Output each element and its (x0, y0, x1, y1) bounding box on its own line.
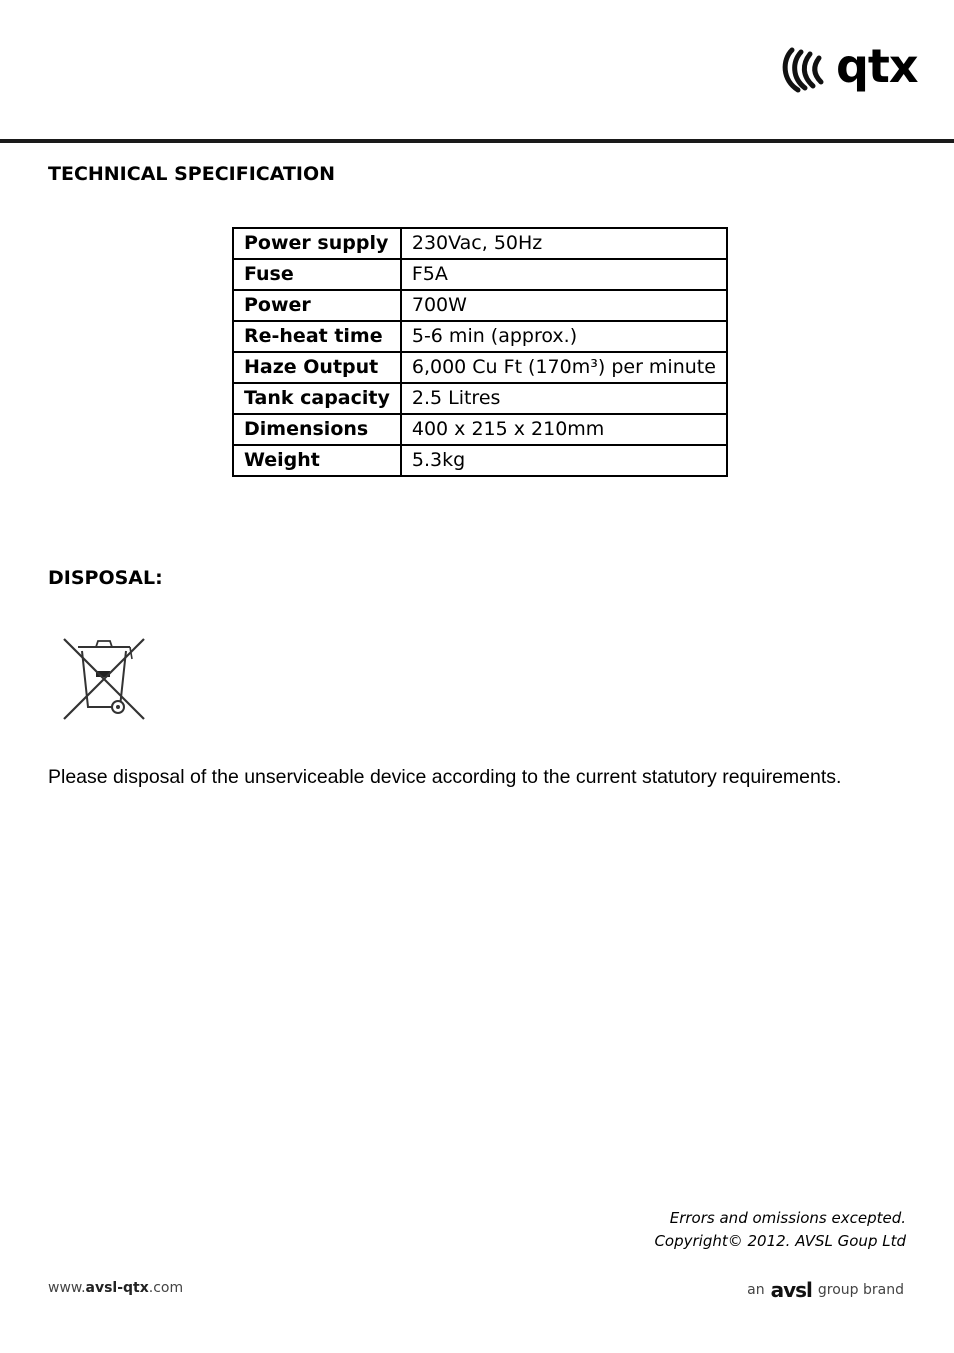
footer-website-link[interactable] (48, 1280, 183, 1296)
avsl-logo: avsl (770, 1278, 812, 1302)
footer-brand (747, 1278, 904, 1302)
spec-row (233, 352, 727, 383)
errors-note: Errors and omissions excepted. (669, 1209, 906, 1227)
header-divider (0, 139, 954, 143)
spec-row (233, 321, 727, 352)
spec-value: 400 x 215 x 210mm (401, 414, 727, 445)
spec-table (232, 227, 728, 477)
spec-row (233, 228, 727, 259)
spec-value: 700W (401, 290, 727, 321)
disposal-text: Please disposal of the unserviceable device according to the current statutory requirements. (48, 766, 842, 788)
qtx-swirl-icon (780, 46, 830, 94)
spec-value: 2.5 Litres (401, 383, 727, 414)
spec-label: Dimensions (233, 414, 401, 445)
footer-url-domain: avsl-qtx (85, 1280, 149, 1296)
spec-value: 5-6 min (approx.) (401, 321, 727, 352)
disposal-heading: DISPOSAL: (48, 567, 163, 589)
brand-prefix: an (747, 1282, 765, 1298)
footer-url-suffix: .com (148, 1280, 184, 1296)
copyright-note: Copyright© 2012. AVSL Goup Ltd (654, 1232, 906, 1250)
spec-label: Power supply (233, 228, 401, 259)
spec-value: 230Vac, 50Hz (401, 228, 727, 259)
qtx-logo (780, 39, 918, 98)
spec-row (233, 445, 727, 476)
spec-label: Tank capacity (233, 383, 401, 414)
spec-value: 6,000 Cu Ft (170m³) per minute (401, 352, 727, 383)
spec-value: F5A (401, 259, 727, 290)
weee-crossed-bin-icon (58, 633, 150, 723)
legal-notes (654, 1207, 906, 1253)
spec-row (233, 259, 727, 290)
footer-url-prefix: www. (48, 1280, 86, 1296)
brand-suffix: group brand (817, 1282, 904, 1298)
spec-row (233, 414, 727, 445)
technical-heading: TECHNICAL SPECIFICATION (48, 163, 336, 185)
spec-label: Fuse (233, 259, 401, 290)
spec-label: Weight (233, 445, 401, 476)
spec-value: 5.3kg (401, 445, 727, 476)
logo-text: qtx (836, 39, 918, 93)
spec-label: Power (233, 290, 401, 321)
spec-row (233, 383, 727, 414)
spec-label: Haze Output (233, 352, 401, 383)
spec-label: Re-heat time (233, 321, 401, 352)
spec-row (233, 290, 727, 321)
